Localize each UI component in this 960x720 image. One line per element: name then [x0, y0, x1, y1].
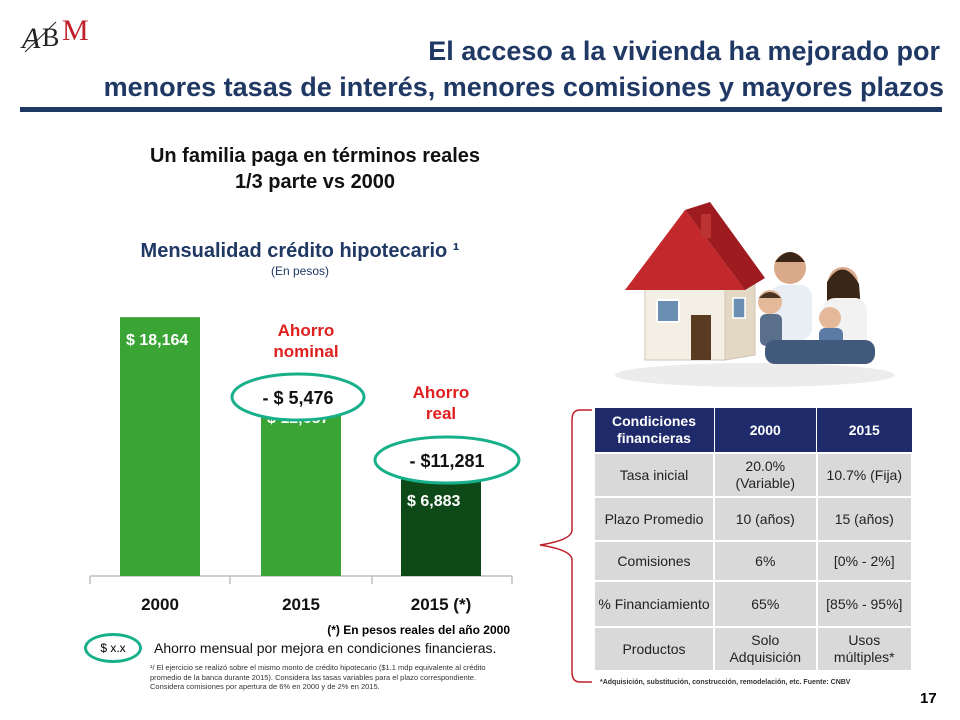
savings-amount: - $11,281	[409, 451, 485, 471]
x-tick-label: 2015	[282, 595, 320, 614]
cell-2015: [0% - 2%]	[817, 541, 912, 581]
row-label: Tasa inicial	[594, 453, 714, 497]
savings-amount: - $ 5,476	[262, 388, 334, 408]
chart-unit: (En pesos)	[270, 264, 330, 278]
slide-title-line2: menores tasas de interés, menores comisiones y mayores plazos	[103, 72, 944, 102]
house-family-illustration	[605, 190, 905, 390]
table-header-row	[594, 408, 912, 454]
row-label: Comisiones	[594, 541, 714, 581]
cell-2000: 6%	[714, 541, 817, 581]
svg-text:M: M	[62, 14, 89, 47]
subtitle-line1: Un familia paga en términos reales	[149, 145, 481, 167]
x-tick-label: 2000	[141, 595, 179, 614]
real-pesos-note: (*) En pesos reales del año 2000	[327, 623, 510, 637]
cell-2000: Solo Adquisición	[714, 627, 817, 671]
svg-text:A: A	[22, 22, 41, 55]
cell-2000: 10 (años)	[714, 497, 817, 541]
chart-footnote: ¹/ El ejercicio se realizó sobre el mismo monto de crédito hipotecario ($1.1 mdp equivalente al crédito promedio de la banca durante 2015). Considera las tasas variables para el plazo correspondiente. Considera comisiones por apertura de 6% en 2000 y de 2% en 2015.	[150, 663, 486, 691]
cell-2015: 15 (años)	[817, 497, 912, 541]
subtitle-line2: 1/3 parte vs 2000	[234, 171, 396, 193]
table-row	[594, 627, 912, 671]
page-number: 17	[920, 690, 937, 707]
row-label: % Financiamiento	[594, 581, 714, 627]
cell-2000: 65%	[714, 581, 817, 627]
table-row	[594, 581, 912, 627]
legend-text: Ahorro mensual por mejora en condiciones financieras.	[154, 640, 497, 656]
table-row	[594, 497, 912, 541]
savings-label-line2: real	[425, 404, 457, 423]
financial-conditions-table	[593, 407, 913, 672]
bar-value-label: $ 6,883	[407, 492, 461, 510]
header-2000: 2000	[714, 408, 817, 454]
table-bracket	[530, 400, 600, 696]
row-label: Productos	[594, 627, 714, 671]
table-row	[594, 453, 912, 497]
savings-label-line2: nominal	[273, 342, 339, 361]
table-note: *Adquisición, substitución, construcción, remodelación, etc. Fuente: CNBV	[600, 679, 851, 686]
header-conditions: Condiciones financieras	[594, 408, 714, 454]
cell-2015: Usos múltiples*	[817, 627, 912, 671]
legend-oval: $ x.x	[84, 633, 142, 663]
savings-label-line1: Ahorro	[277, 321, 335, 340]
cell-2015: 10.7% (Fija)	[817, 453, 912, 497]
x-tick-label: 2015 (*)	[410, 595, 472, 614]
bar-value-label: $ 18,164	[126, 332, 189, 350]
savings-label-line1: Ahorro	[412, 383, 470, 402]
table-row	[594, 541, 912, 581]
header-2015: 2015	[817, 408, 912, 454]
bar-2000	[120, 317, 200, 576]
cell-2015: [85% - 95%]	[817, 581, 912, 627]
row-label: Plazo Promedio	[594, 497, 714, 541]
slide-title-line1: El acceso a la vivienda ha mejorado por	[428, 36, 940, 66]
cell-2000: 20.0% (Variable)	[714, 453, 817, 497]
svg-text:B: B	[42, 23, 60, 52]
chart-title: Mensualidad crédito hipotecario ¹	[140, 240, 460, 262]
